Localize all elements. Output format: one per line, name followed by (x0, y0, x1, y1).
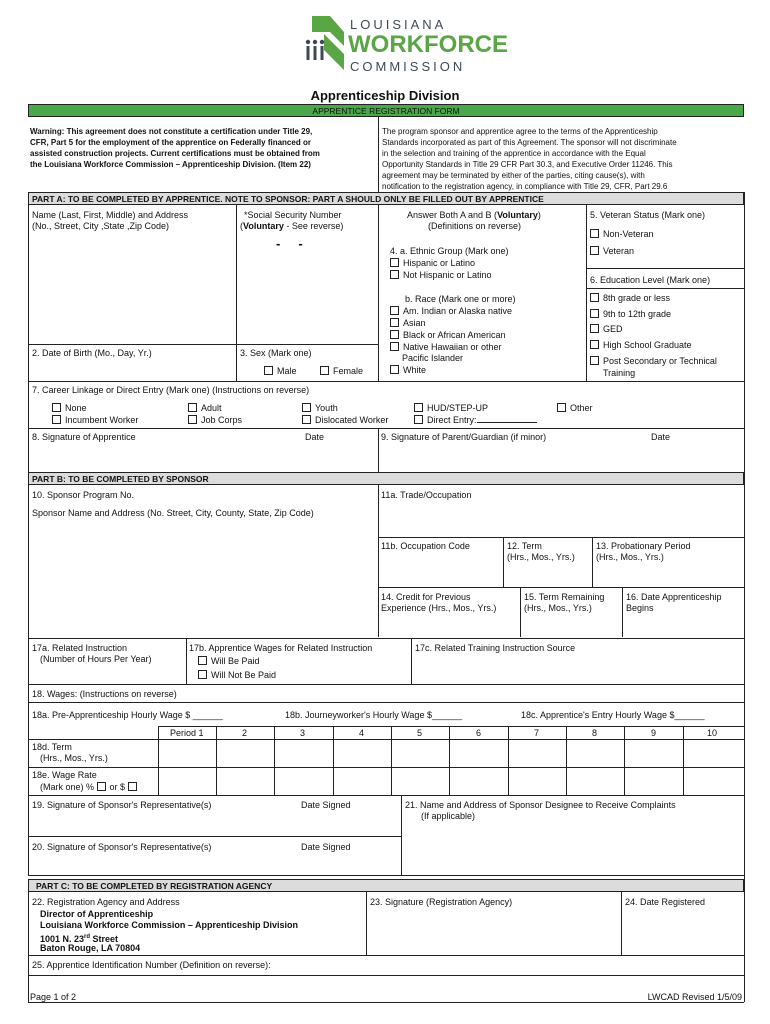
program-no-label: 10. Sponsor Program No. (32, 490, 135, 500)
veteran-label: 5. Veteran Status (Mark one) (590, 210, 706, 220)
program-line-2: Standards incorporated as part of this Agreement. The sponsor will not discriminate (382, 138, 677, 147)
answer-label-2: (Definitions on reverse) (428, 221, 522, 231)
sig23-label: 23. Signature (Registration Agency) (370, 897, 513, 907)
ethnic-label: 4. a. Ethnic Group (Mark one) (390, 246, 509, 256)
period-10: 10 (707, 728, 718, 738)
program-line-4: Opportunity Standards in Title 29 CFR Part 30.3, and Executive Order 11246. This (382, 160, 673, 169)
race-opt-black[interactable]: Black or African American (390, 330, 506, 341)
part-a-header: PART A: TO BE COMPLETED BY APPRENTICE. NOTE TO SPONSOR: PART A SHOULD ONLY BE FILLED OUT BY APPRENTICE (32, 194, 544, 204)
career-opt-incumbent[interactable]: Incumbent Worker (52, 415, 138, 426)
designee-label-1: 21. Name and Address of Sponsor Designee to Receive Complaints (405, 800, 676, 810)
occ-code-label: 11b. Occupation Code (381, 541, 470, 551)
apprentice-id-label: 25. Apprentice Identification Number (Definition on reverse): (32, 960, 271, 970)
term18-label-1: 18d. Term (32, 742, 72, 752)
warning-line-1: Warning: This agreement does not constitute a certification under Title 29, (30, 127, 313, 136)
wages-opt-not-paid[interactable]: Will Not Be Paid (198, 670, 276, 681)
sig-parent-date: Date (651, 432, 671, 442)
ri-label-2: (Number of Hours Per Year) (40, 654, 152, 664)
race-opt-white[interactable]: White (390, 365, 426, 376)
sig19-label: 19. Signature of Sponsor's Representative(s) (32, 800, 212, 810)
rate-label-2[interactable]: (Mark one) % or $ (40, 782, 141, 793)
wages-label: 18. Wages: (Instructions on reverse) (32, 689, 177, 699)
career-opt-jobcorps[interactable]: Job Corps (188, 415, 242, 426)
education-label: 6. Education Level (Mark one) (590, 275, 711, 285)
wages-opt-paid[interactable]: Will Be Paid (198, 656, 260, 667)
program-line-5: agreement may be terminated by either of the parties, citing cause(s), with (382, 171, 645, 180)
ssn-label-2: (Voluntary - See reverse) (240, 221, 344, 231)
prob-label-1: 13. Probationary Period (596, 541, 691, 551)
race-opt-hawaiian[interactable]: Native Hawaiian or other (390, 342, 502, 353)
logo-line-1: LOUISIANA (350, 17, 447, 32)
agency-addr-2: Louisiana Workforce Commission – Apprenticeship Division (40, 920, 299, 930)
designee-label-2: (If applicable) (421, 811, 476, 821)
term18-label-2: (Hrs., Mos., Yrs.) (40, 753, 108, 763)
edu-opt-9th[interactable]: 9th to 12th grade (590, 309, 671, 320)
remain-label-1: 15. Term Remaining (524, 592, 605, 602)
part-c-header: PART C: TO BE COMPLETED BY REGISTRATION AGENCY (36, 881, 273, 891)
period-3: 3 (300, 728, 306, 738)
sig20-label: 20. Signature of Sponsor's Representative(s) (32, 842, 212, 852)
edu-opt-ged[interactable]: GED (590, 324, 623, 335)
dob-label: 2. Date of Birth (Mo., Day, Yr.) (32, 348, 152, 358)
sig-apprentice-label: 8. Signature of Apprentice (32, 432, 136, 442)
sig19-date: Date Signed (301, 800, 351, 810)
career-opt-youth[interactable]: Youth (302, 403, 338, 414)
jw-wage-label: 18b. Journeyworker's Hourly Wage $______ (285, 710, 462, 720)
race-opt-hawaiian-cont: Pacific Islander (402, 353, 464, 363)
sponsor-name-label: Sponsor Name and Address (No. Street, City, County, State, Zip Code) (32, 508, 314, 518)
ethnic-opt-hispanic[interactable]: Hispanic or Latino (390, 258, 475, 269)
program-line-6: notification to the registration agency, in compliance with Title 29, CFR, Part 29.6 (382, 182, 668, 191)
ssn-label-1: *Social Security Number (244, 210, 342, 220)
agency-label: 22. Registration Agency and Address (32, 897, 180, 907)
name-label-1: Name (Last, First, Middle) and Address (32, 210, 189, 220)
career-opt-direct[interactable]: Direct Entry: (414, 415, 537, 426)
entry-wage-label: 18c. Apprentice's Entry Hourly Wage $______ (521, 710, 705, 720)
veteran-opt-vet[interactable]: Veteran (590, 246, 634, 257)
career-opt-hud[interactable]: HUD/STEP-UP (414, 403, 488, 414)
prob-label-2: (Hrs., Mos., Yrs.) (596, 552, 664, 562)
rate-label-1: 18e. Wage Rate (32, 770, 97, 780)
logo-line-3: COMMISSION (350, 59, 466, 74)
career-opt-none[interactable]: None (52, 403, 87, 414)
edu-opt-post-cont: Training (603, 368, 636, 378)
career-opt-other[interactable]: Other (557, 403, 593, 414)
period-6: 6 (476, 728, 482, 738)
race-opt-asian[interactable]: Asian (390, 318, 426, 329)
begins-label-2: Begins (626, 603, 654, 613)
wages-ri-label: 17b. Apprentice Wages for Related Instruction (189, 643, 373, 653)
period-9: 9 (651, 728, 657, 738)
date24-label: 24. Date Registered (625, 897, 706, 907)
answer-label-1: Answer Both A and B (Voluntary) (407, 210, 541, 220)
revision: LWCAD Revised 1/5/09 (647, 992, 742, 1002)
veteran-opt-non[interactable]: Non-Veteran (590, 229, 654, 240)
logo-line-2: WORKFORCE (348, 31, 508, 58)
period-4: 4 (359, 728, 365, 738)
pre-wage-label: 18a. Pre-Apprenticeship Hourly Wage $ ______ (32, 710, 223, 720)
logo-mark-icon (304, 12, 350, 74)
sex-opt-male[interactable]: Male (264, 366, 297, 377)
ssn-dashes[interactable]: - - (276, 236, 303, 251)
agency-addr-1: Director of Apprenticeship (40, 909, 154, 919)
sig-apprentice-date: Date (305, 432, 325, 442)
remain-label-2: (Hrs., Mos., Yrs.) (524, 603, 592, 613)
warning-line-2: CFR, Part 5 for the employment of the apprentice on Federally financed or (30, 138, 311, 147)
ri-source-label: 17c. Related Training Instruction Source (415, 643, 576, 653)
career-opt-dislocated[interactable]: Dislocated Worker (302, 415, 388, 426)
sig20-date: Date Signed (301, 842, 351, 852)
sig-parent-label: 9. Signature of Parent/Guardian (if minor) (381, 432, 547, 442)
warning-line-4: the Louisiana Workforce Commission – Apprenticeship Division. (Item 22) (30, 160, 311, 169)
begins-label-1: 16. Date Apprenticeship (626, 592, 722, 602)
edu-opt-post[interactable]: Post Secondary or Technical (590, 356, 717, 367)
period-7: 7 (534, 728, 540, 738)
agency-addr-3: 1001 N. 23rd Street (40, 934, 119, 944)
period-2: 2 (242, 728, 248, 738)
page-title: Apprenticeship Division (310, 88, 460, 103)
career-label: 7. Career Linkage or Direct Entry (Mark one) (Instructions on reverse) (32, 385, 310, 395)
page-number: Page 1 of 2 (30, 992, 77, 1002)
trade-label: 11a. Trade/Occupation (381, 490, 472, 500)
period-5: 5 (417, 728, 423, 738)
period-1: Period 1 (170, 728, 204, 738)
program-line-1: The program sponsor and apprentice agree to the terms of the Apprenticeship (382, 127, 658, 136)
agency-addr-4: Baton Rouge, LA 70804 (40, 943, 141, 953)
race-label: b. Race (Mark one or more) (405, 294, 516, 304)
period-8: 8 (592, 728, 598, 738)
career-opt-adult[interactable]: Adult (188, 403, 222, 414)
edu-opt-hs[interactable]: High School Graduate (590, 340, 692, 351)
sex-label: 3. Sex (Mark one) (240, 348, 312, 358)
race-opt-indian[interactable]: Am. Indian or Alaska native (390, 306, 512, 317)
form-title: APPRENTICE REGISTRATION FORM (312, 106, 460, 116)
term-label-1: 12. Term (507, 541, 542, 551)
credit-label-2: Experience (Hrs., Mos., Yrs.) (381, 603, 497, 613)
term-label-2: (Hrs., Mos., Yrs.) (507, 552, 575, 562)
program-line-3: in the selection and training of the apprentice in accordance with the Equal (382, 149, 646, 158)
sex-opt-female[interactable]: Female (320, 366, 363, 377)
part-b-header: PART B: TO BE COMPLETED BY SPONSOR (32, 474, 209, 484)
name-label-2: (No., Street, City ,State ,Zip Code) (32, 221, 170, 231)
ri-label-1: 17a. Related Instruction (32, 643, 128, 653)
credit-label-1: 14. Credit for Previous (381, 592, 471, 602)
logo (300, 8, 508, 80)
edu-opt-8th[interactable]: 8th grade or less (590, 293, 670, 304)
warning-line-3: assisted construction projects. Current certifications must be obtained from (30, 149, 320, 158)
ethnic-opt-not-hispanic[interactable]: Not Hispanic or Latino (390, 270, 492, 281)
